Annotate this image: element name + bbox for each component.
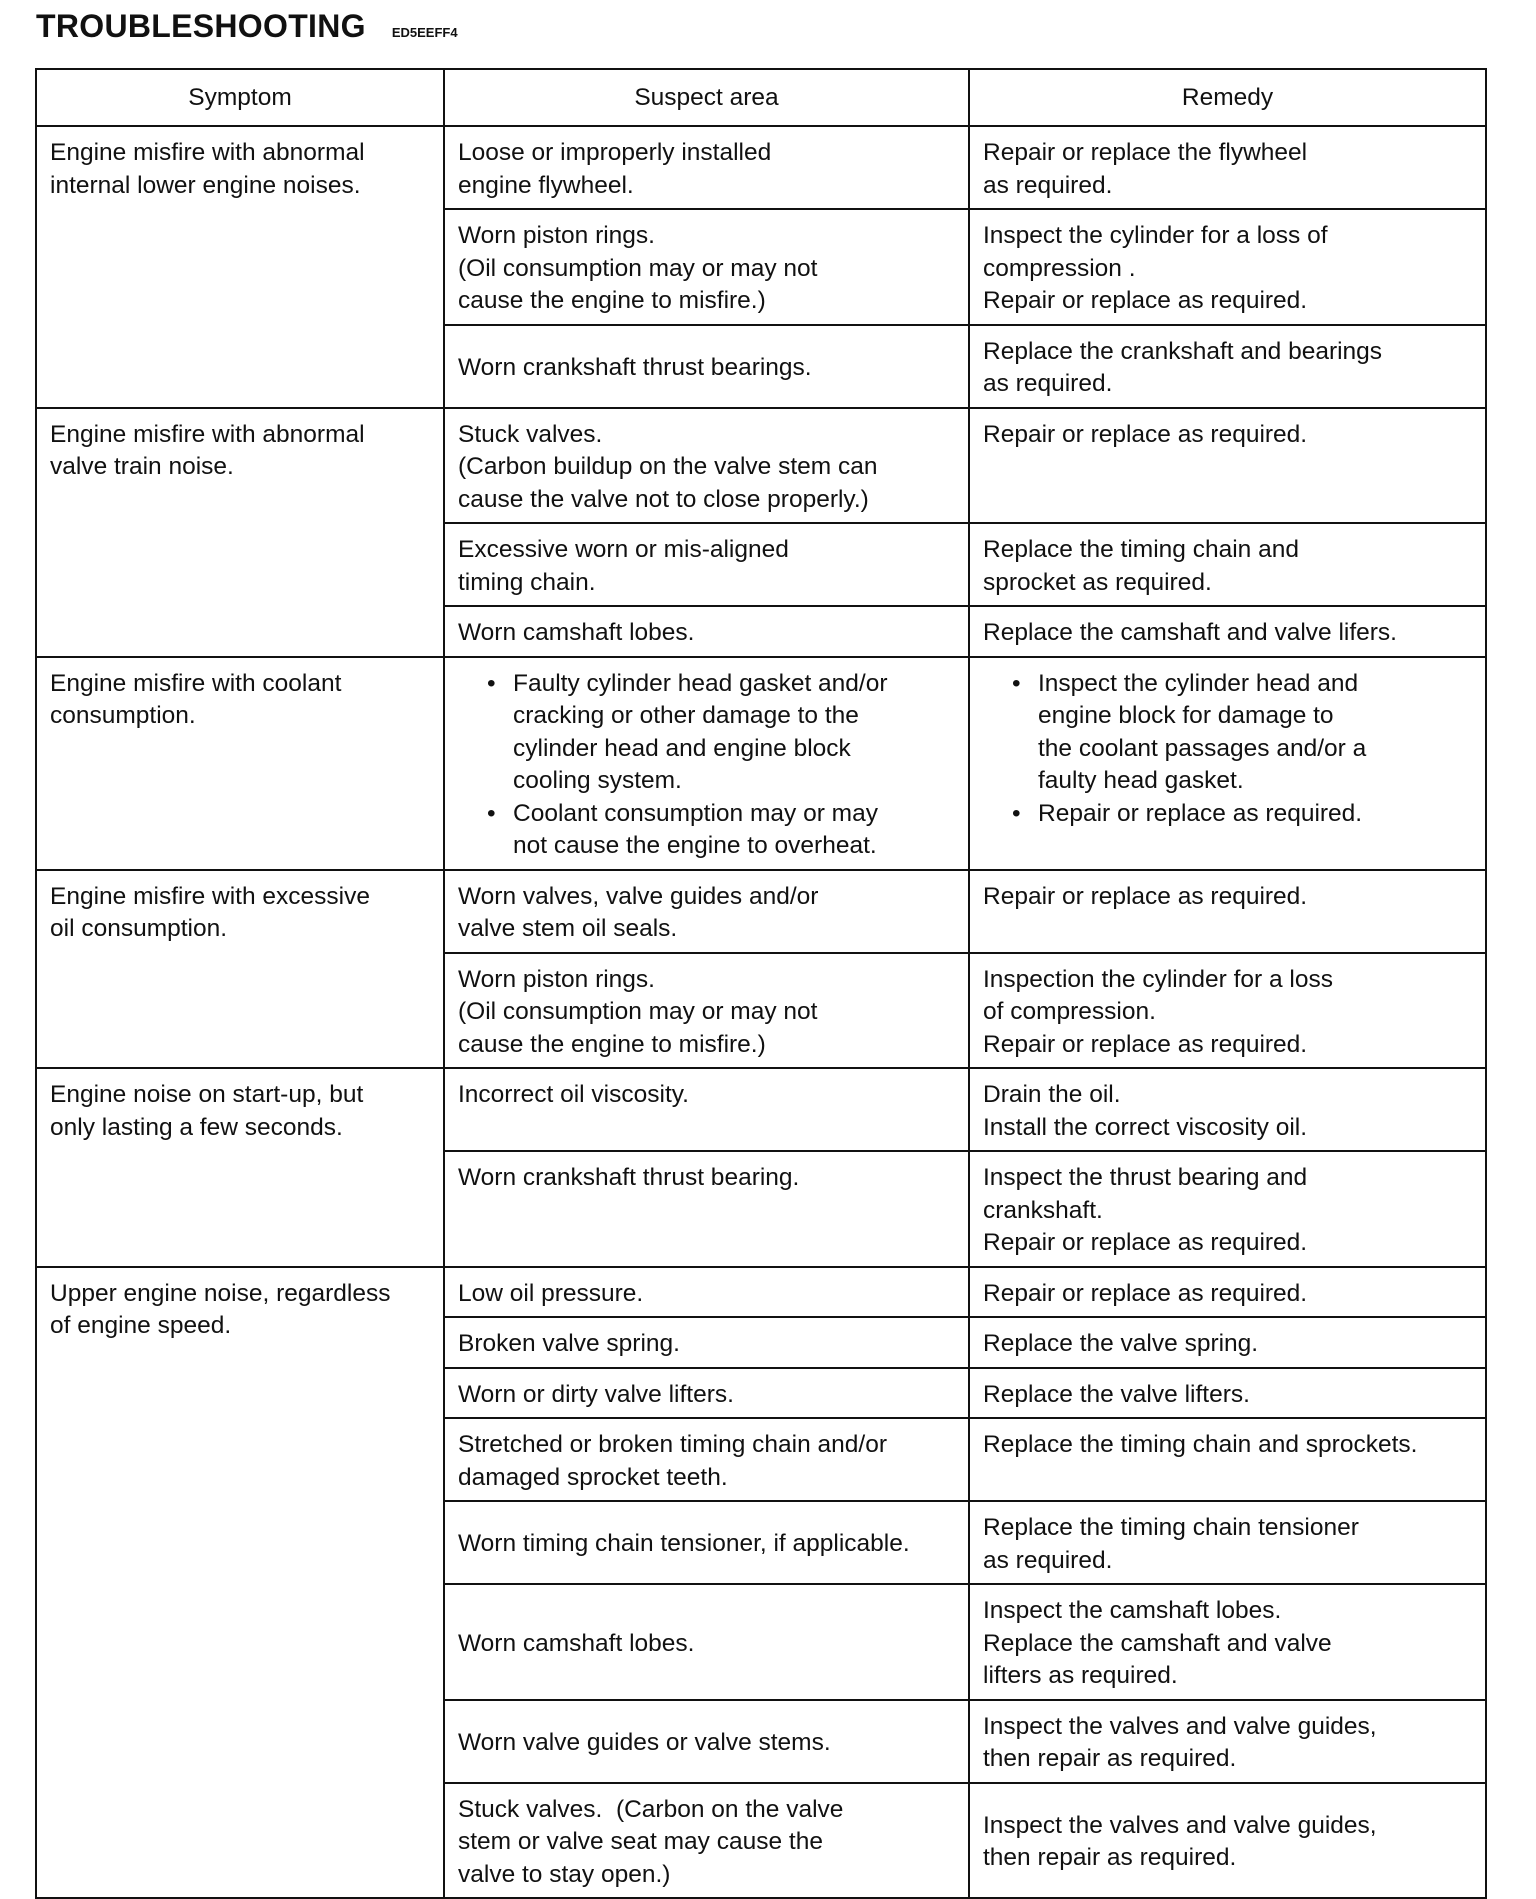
suspect-bullet-list bbox=[458, 668, 958, 863]
remedy-line: faulty head gasket. bbox=[1038, 767, 1244, 794]
suspect-area-cell bbox=[444, 126, 969, 209]
suspect-area-cell bbox=[444, 870, 969, 953]
table-row bbox=[36, 1068, 1486, 1151]
remedy-line: as required. bbox=[983, 1546, 1113, 1574]
suspect-area-cell bbox=[444, 1068, 969, 1151]
remedy-line: Replace the valve lifters. bbox=[983, 1380, 1250, 1408]
symptom-line: consumption. bbox=[50, 702, 196, 729]
page-header bbox=[36, 8, 458, 52]
symptom-line: oil consumption. bbox=[50, 915, 228, 942]
suspect-line: Stretched or broken timing chain and/or bbox=[458, 1431, 887, 1458]
symptom-cell bbox=[36, 1068, 444, 1267]
suspect-area-cell bbox=[444, 953, 969, 1069]
suspect-area-cell bbox=[444, 657, 969, 870]
remedy-line: as required. bbox=[983, 370, 1113, 397]
symptom-line: Engine misfire with excessive bbox=[50, 882, 370, 910]
suspect-line: Worn valves, valve guides and/or bbox=[458, 882, 819, 910]
table-row bbox=[36, 126, 1486, 209]
remedy-line: Repair or replace as required. bbox=[983, 1229, 1308, 1256]
remedy-cell bbox=[969, 1501, 1486, 1584]
symptom-line: Engine misfire with coolant bbox=[50, 669, 342, 697]
remedy-cell bbox=[969, 126, 1486, 209]
remedy-bullet-item bbox=[1038, 798, 1475, 831]
symptom-line: valve train noise. bbox=[50, 453, 234, 480]
symptom-cell bbox=[36, 657, 444, 870]
suspect-line: timing chain. bbox=[458, 568, 596, 596]
suspect-line: Worn crankshaft thrust bearings. bbox=[458, 353, 812, 381]
remedy-line: lifters as required. bbox=[983, 1662, 1178, 1689]
suspect-line: Worn piston rings. bbox=[458, 222, 655, 249]
table-body bbox=[36, 126, 1486, 1898]
remedy-line: Inspect the camshaft lobes. bbox=[983, 1597, 1282, 1624]
suspect-line: Stuck valves. (Carbon on the valve bbox=[458, 1795, 844, 1823]
symptom-line: internal lower engine noises. bbox=[50, 171, 361, 199]
remedy-line: Inspection the cylinder for a loss bbox=[983, 965, 1333, 993]
remedy-cell bbox=[969, 606, 1486, 657]
remedy-cell bbox=[969, 1584, 1486, 1700]
suspect-line: Worn or dirty valve lifters. bbox=[458, 1380, 734, 1408]
remedy-cell bbox=[969, 870, 1486, 953]
suspect-area-cell bbox=[444, 1501, 969, 1584]
remedy-cell bbox=[969, 1151, 1486, 1267]
suspect-line: Incorrect oil viscosity. bbox=[458, 1081, 689, 1108]
suspect-line: cracking or other damage to the bbox=[513, 702, 859, 729]
table-row bbox=[36, 1267, 1486, 1318]
suspect-line: Worn piston rings. bbox=[458, 965, 655, 993]
symptom-line: Engine misfire with abnormal bbox=[50, 139, 365, 166]
symptom-line: Engine noise on start-up, but bbox=[50, 1081, 364, 1108]
troubleshooting-table bbox=[35, 68, 1487, 1899]
remedy-line: Repair or replace as required. bbox=[983, 1279, 1308, 1307]
remedy-cell bbox=[969, 1317, 1486, 1368]
remedy-line: Replace the valve spring. bbox=[983, 1330, 1259, 1357]
suspect-bullet-item bbox=[513, 668, 958, 798]
suspect-line: Worn valve guides or valve stems. bbox=[458, 1728, 831, 1756]
table-header-row bbox=[36, 69, 1486, 126]
remedy-line: Repair or replace as required. bbox=[983, 287, 1308, 314]
remedy-line: Inspect the valves and valve guides, bbox=[983, 1811, 1377, 1839]
remedy-line: Inspect the valves and valve guides, bbox=[983, 1712, 1377, 1740]
suspect-line: Broken valve spring. bbox=[458, 1330, 680, 1357]
remedy-cell bbox=[969, 408, 1486, 524]
remedy-line: • Repair or replace as required. bbox=[1038, 799, 1363, 827]
remedy-line: crankshaft. bbox=[983, 1196, 1103, 1224]
suspect-area-cell bbox=[444, 1418, 969, 1501]
suspect-area-cell bbox=[444, 1783, 969, 1899]
suspect-line: Stuck valves. bbox=[458, 420, 603, 448]
suspect-line: cause the valve not to close properly.) bbox=[458, 485, 869, 513]
remedy-cell bbox=[969, 325, 1486, 408]
remedy-cell bbox=[969, 1700, 1486, 1783]
suspect-line: valve to stay open.) bbox=[458, 1860, 671, 1888]
remedy-line: Repair or replace the flywheel bbox=[983, 139, 1308, 166]
symptom-line: of engine speed. bbox=[50, 1312, 232, 1339]
suspect-line: Worn timing chain tensioner, if applicable. bbox=[458, 1530, 910, 1558]
document-code: ED5EEFF4 bbox=[391, 25, 458, 40]
suspect-line: (Oil consumption may or may not bbox=[458, 998, 818, 1025]
suspect-line: Loose or improperly installed bbox=[458, 139, 772, 166]
remedy-line: engine block for damage to bbox=[1038, 702, 1334, 729]
suspect-line: cause the engine to misfire.) bbox=[458, 287, 766, 314]
remedy-line: Repair or replace as required. bbox=[983, 420, 1308, 448]
suspect-line: Excessive worn or mis-aligned bbox=[458, 536, 789, 563]
suspect-line: valve stem oil seals. bbox=[458, 915, 678, 942]
column-header-symptom: Symptom bbox=[36, 69, 444, 126]
remedy-line: then repair as required. bbox=[983, 1745, 1237, 1772]
suspect-line: (Carbon buildup on the valve stem can bbox=[458, 453, 878, 480]
suspect-line: damaged sprocket teeth. bbox=[458, 1463, 728, 1491]
remedy-line: Replace the timing chain and bbox=[983, 536, 1299, 563]
suspect-line: Worn camshaft lobes. bbox=[458, 1629, 695, 1657]
remedy-cell bbox=[969, 1267, 1486, 1318]
table-row bbox=[36, 408, 1486, 524]
remedy-line: Repair or replace as required. bbox=[983, 882, 1308, 910]
remedy-line: as required. bbox=[983, 171, 1113, 199]
remedy-cell bbox=[969, 1068, 1486, 1151]
remedy-line: of compression. bbox=[983, 998, 1156, 1025]
suspect-bullet-item bbox=[513, 798, 958, 863]
remedy-bullet-list bbox=[983, 668, 1475, 831]
suspect-area-cell bbox=[444, 1267, 969, 1318]
remedy-line: Repair or replace as required. bbox=[983, 1030, 1308, 1058]
suspect-line: cause the engine to misfire.) bbox=[458, 1030, 766, 1058]
symptom-cell bbox=[36, 408, 444, 657]
symptom-line: Engine misfire with abnormal bbox=[50, 420, 365, 448]
remedy-cell bbox=[969, 657, 1486, 870]
suspect-line: cooling system. bbox=[513, 767, 682, 794]
suspect-line: Low oil pressure. bbox=[458, 1279, 644, 1307]
suspect-area-cell bbox=[444, 1368, 969, 1419]
suspect-line: not cause the engine to overheat. bbox=[513, 832, 877, 859]
suspect-area-cell bbox=[444, 1151, 969, 1267]
symptom-cell bbox=[36, 126, 444, 408]
suspect-area-cell bbox=[444, 209, 969, 325]
column-header-suspect-area: Suspect area bbox=[444, 69, 969, 126]
remedy-cell bbox=[969, 953, 1486, 1069]
suspect-area-cell bbox=[444, 1584, 969, 1700]
remedy-line: • Inspect the cylinder head and bbox=[1038, 669, 1359, 697]
remedy-line: Drain the oil. bbox=[983, 1081, 1121, 1108]
remedy-line: Replace the timing chain and sprockets. bbox=[983, 1431, 1418, 1458]
suspect-line: cylinder head and engine block bbox=[513, 734, 851, 762]
suspect-line: stem or valve seat may cause the bbox=[458, 1828, 823, 1855]
remedy-cell bbox=[969, 1783, 1486, 1899]
suspect-line: • Coolant consumption may or may bbox=[513, 799, 878, 827]
suspect-line: Worn crankshaft thrust bearing. bbox=[458, 1164, 800, 1191]
column-header-remedy: Remedy bbox=[969, 69, 1486, 126]
remedy-cell bbox=[969, 1418, 1486, 1501]
suspect-line: • Faulty cylinder head gasket and/or bbox=[513, 669, 888, 697]
remedy-cell bbox=[969, 1368, 1486, 1419]
symptom-cell bbox=[36, 870, 444, 1069]
suspect-area-cell bbox=[444, 606, 969, 657]
symptom-line: Upper engine noise, regardless bbox=[50, 1279, 391, 1307]
remedy-cell bbox=[969, 209, 1486, 325]
remedy-line: Inspect the thrust bearing and bbox=[983, 1164, 1308, 1191]
suspect-area-cell bbox=[444, 408, 969, 524]
remedy-line: Replace the camshaft and valve bbox=[983, 1629, 1332, 1657]
suspect-line: engine flywheel. bbox=[458, 171, 634, 199]
suspect-line: (Oil consumption may or may not bbox=[458, 254, 818, 282]
table-row bbox=[36, 870, 1486, 953]
remedy-line: Replace the crankshaft and bearings bbox=[983, 337, 1383, 365]
page-title: TROUBLESHOOTING bbox=[36, 8, 366, 44]
suspect-area-cell bbox=[444, 325, 969, 408]
table-row bbox=[36, 657, 1486, 870]
remedy-line: the coolant passages and/or a bbox=[1038, 734, 1367, 762]
suspect-line: Worn camshaft lobes. bbox=[458, 619, 695, 646]
remedy-line: compression . bbox=[983, 254, 1136, 282]
symptom-cell bbox=[36, 1267, 444, 1899]
remedy-line: then repair as required. bbox=[983, 1844, 1237, 1872]
remedy-bullet-item bbox=[1038, 668, 1475, 798]
suspect-area-cell bbox=[444, 523, 969, 606]
remedy-line: Install the correct viscosity oil. bbox=[983, 1113, 1308, 1141]
remedy-line: sprocket as required. bbox=[983, 568, 1212, 596]
suspect-area-cell bbox=[444, 1317, 969, 1368]
remedy-line: Inspect the cylinder for a loss of bbox=[983, 222, 1328, 249]
suspect-area-cell bbox=[444, 1700, 969, 1783]
remedy-line: Replace the camshaft and valve lifers. bbox=[983, 619, 1397, 646]
symptom-line: only lasting a few seconds. bbox=[50, 1113, 343, 1141]
remedy-cell bbox=[969, 523, 1486, 606]
remedy-line: Replace the timing chain tensioner bbox=[983, 1514, 1359, 1541]
